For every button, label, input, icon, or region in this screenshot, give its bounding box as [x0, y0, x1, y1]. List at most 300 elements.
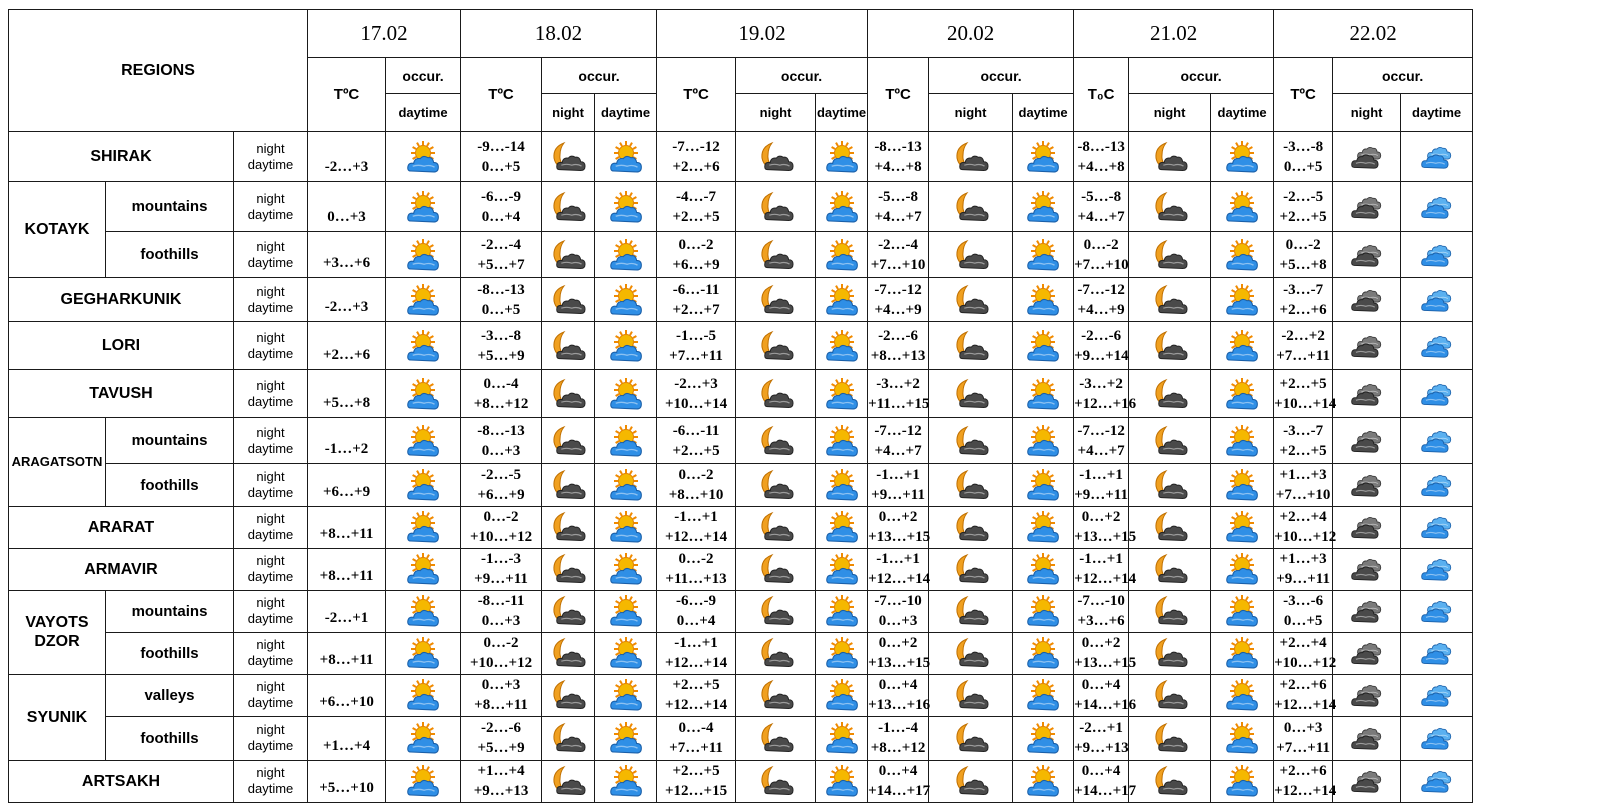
- night-temperature: -8…-13: [477, 281, 525, 298]
- temperature-cell: [1074, 370, 1137, 418]
- dark-clouds-icon: [1349, 553, 1385, 585]
- temperature-cell: +5…+10: [308, 760, 386, 802]
- weather-icon-cell: [1129, 632, 1211, 674]
- day-temperature: +13…+15: [868, 529, 931, 546]
- temperature-cell: [1074, 548, 1137, 590]
- weather-icon-cell: [929, 182, 1013, 232]
- subregion-name: foothills: [106, 632, 234, 674]
- night-daytime-label: [234, 506, 308, 548]
- weather-icon-cell: [929, 548, 1013, 590]
- day-temperature: +12…+14: [664, 529, 728, 546]
- day-temperature: +4…+7: [874, 208, 922, 225]
- night-temperature: -3…+2: [876, 375, 920, 392]
- night-label: night: [256, 765, 285, 781]
- subregion-name: mountains: [106, 418, 234, 464]
- table-row: [9, 322, 1599, 370]
- sun-behind-cloud-icon: [1025, 425, 1061, 457]
- day-temperature: +9…+11: [871, 487, 925, 503]
- temperature-cell: [868, 418, 929, 464]
- night-label: night: [256, 140, 285, 156]
- night-temperature: -6…-9: [676, 593, 717, 610]
- temperature-cell: +2…+6: [308, 322, 386, 370]
- temperature-cell: [1074, 716, 1129, 760]
- temperature-cell: [461, 464, 542, 506]
- day-temperature: 0…+5: [1283, 613, 1323, 630]
- day-temperature: +7…+11: [1276, 347, 1330, 364]
- weather-icon-cell: [736, 590, 816, 632]
- temperature-cell: [868, 632, 929, 674]
- dark-clouds-icon: [1349, 141, 1385, 173]
- temperature-cell: [868, 674, 929, 716]
- moon-behind-cloud-icon: [758, 722, 794, 754]
- night-temperature: +1…+3: [1279, 467, 1327, 483]
- night-daytime-label: [234, 716, 308, 760]
- weather-icon-cell: [1211, 370, 1274, 418]
- moon-behind-cloud-icon: [550, 469, 586, 501]
- daytime-label: daytime: [247, 206, 294, 222]
- temperature-cell: [461, 674, 542, 716]
- temperature-cell: [1074, 132, 1129, 182]
- temperature-cell: [461, 632, 542, 674]
- night-temperature: -2…-6: [481, 720, 522, 737]
- blue-clouds-icon: [1419, 765, 1455, 797]
- night-daytime-label: [234, 132, 308, 182]
- moon-behind-cloud-icon: [953, 141, 989, 173]
- day-temperature: +13…+16: [868, 697, 931, 714]
- temperature-cell: [868, 506, 929, 548]
- day-temperature: +5…+7: [477, 256, 525, 273]
- weather-icon-cell: [736, 278, 816, 322]
- moon-behind-cloud-icon: [953, 637, 989, 669]
- temperature-cell: [657, 418, 736, 464]
- sun-behind-cloud-icon: [1025, 141, 1061, 173]
- temperature-cell: [657, 590, 736, 632]
- weather-icon-cell: [1129, 322, 1211, 370]
- night-label: night: [256, 722, 285, 738]
- date-header: 20.02: [868, 10, 1074, 58]
- moon-behind-cloud-icon: [1152, 469, 1188, 501]
- temperature-cell: [657, 132, 736, 182]
- weather-icon-cell: [1129, 590, 1211, 632]
- weather-icon-cell: [816, 674, 868, 716]
- day-temperature: +11…+15: [868, 395, 930, 412]
- subregion-name: mountains: [106, 590, 234, 632]
- blue-clouds-icon: [1419, 679, 1455, 711]
- weather-icon-cell: [542, 232, 595, 278]
- night-temperature: -3…-6: [1283, 593, 1324, 610]
- sun-behind-cloud-icon: [1224, 284, 1260, 316]
- night-temperature: 0…+4: [878, 763, 918, 780]
- blue-clouds-icon: [1419, 330, 1455, 362]
- daytime-header: daytime: [1401, 94, 1473, 132]
- occurrence-header: occur.: [542, 58, 657, 94]
- weather-icon-cell: [386, 370, 461, 418]
- temperature-cell: [1074, 506, 1137, 548]
- night-temperature: 0…+3: [481, 677, 521, 694]
- table-row: [9, 132, 1599, 182]
- sun-behind-cloud-icon: [1025, 511, 1061, 543]
- temperature-cell: [1274, 632, 1337, 674]
- weather-icon-cell: [816, 760, 868, 802]
- day-temperature: +13…+15: [1074, 655, 1137, 672]
- weather-icon-cell: [1211, 232, 1274, 278]
- weather-icon-cell: [1401, 278, 1473, 322]
- day-temperature: +13…+15: [1074, 529, 1137, 546]
- daytime-header: daytime: [1013, 94, 1074, 132]
- blue-clouds-icon: [1419, 595, 1455, 627]
- weather-icon-cell: [595, 632, 657, 674]
- region-name: GEGHARKUNIK: [9, 278, 234, 322]
- night-label: night: [256, 329, 285, 345]
- night-temperature: -7…-12: [1077, 281, 1125, 298]
- weather-icon-cell: [816, 418, 868, 464]
- weather-icon-cell: [386, 716, 461, 760]
- moon-behind-cloud-icon: [758, 284, 794, 316]
- day-temperature: +9…+13: [473, 783, 529, 800]
- night-temperature: 0…+2: [878, 635, 918, 652]
- moon-behind-cloud-icon: [550, 595, 586, 627]
- weather-icon-cell: [1211, 716, 1274, 760]
- night-temperature: -5…-8: [1081, 188, 1122, 205]
- weather-icon-cell: [1013, 760, 1074, 802]
- daytime-label: daytime: [247, 393, 294, 409]
- day-temperature: +9…+14: [1074, 347, 1129, 364]
- daytime-label: daytime: [247, 611, 294, 627]
- weather-icon-cell: [1333, 322, 1401, 370]
- sun-behind-cloud-icon: [405, 722, 441, 754]
- moon-behind-cloud-icon: [1152, 765, 1188, 797]
- moon-behind-cloud-icon: [758, 191, 794, 223]
- sun-behind-cloud-icon: [1224, 425, 1260, 457]
- daytime-label: daytime: [247, 781, 294, 797]
- table-row: [9, 182, 1599, 232]
- night-label: night: [256, 511, 285, 527]
- night-temperature: -2…-4: [878, 236, 919, 253]
- blue-clouds-icon: [1419, 553, 1455, 585]
- day-temperature: 0…+4: [481, 208, 521, 225]
- moon-behind-cloud-icon: [1152, 595, 1188, 627]
- temperature-cell: [1074, 322, 1129, 370]
- dark-clouds-icon: [1349, 511, 1385, 543]
- day-temperature: 0…+3: [481, 442, 521, 459]
- temperature-cell: -1…+2: [308, 418, 386, 464]
- sun-behind-cloud-icon: [1025, 595, 1061, 627]
- weather-icon-cell: [542, 322, 595, 370]
- weather-icon-cell: [929, 674, 1013, 716]
- night-temperature: -1…-5: [676, 327, 717, 344]
- sun-behind-cloud-icon: [1025, 765, 1061, 797]
- night-temperature: +1…+3: [1279, 551, 1327, 568]
- weather-icon-cell: [1013, 232, 1074, 278]
- night-temperature: 0…+2: [1081, 635, 1121, 652]
- dark-clouds-icon: [1349, 330, 1385, 362]
- moon-behind-cloud-icon: [1152, 330, 1188, 362]
- weather-icon-cell: [595, 716, 657, 760]
- weather-icon-cell: [736, 674, 816, 716]
- temperature-cell: +5…+8: [308, 370, 386, 418]
- weather-icon-cell: [1401, 182, 1473, 232]
- weather-icon-cell: [736, 760, 816, 802]
- dark-clouds-icon: [1349, 595, 1385, 627]
- night-daytime-label: [234, 182, 308, 232]
- table-row: [9, 232, 1599, 278]
- weather-icon-cell: [1129, 418, 1211, 464]
- weather-icon-cell: [1013, 322, 1074, 370]
- date-header: 18.02: [461, 10, 657, 58]
- weather-icon-cell: [816, 370, 868, 418]
- night-label: night: [256, 469, 285, 484]
- moon-behind-cloud-icon: [550, 191, 586, 223]
- weather-icon-cell: [1211, 132, 1274, 182]
- moon-behind-cloud-icon: [1152, 425, 1188, 457]
- temperature-cell: [1274, 370, 1337, 418]
- temperature-cell: [657, 182, 736, 232]
- weather-icon-cell: [929, 418, 1013, 464]
- day-temperature: 0…+3: [878, 613, 918, 630]
- night-temperature: 0…+2: [878, 509, 918, 526]
- moon-behind-cloud-icon: [550, 378, 586, 410]
- weather-icon-cell: [542, 370, 595, 418]
- weather-icon-cell: [386, 418, 461, 464]
- table-row: [9, 418, 1599, 464]
- day-temperature: +12…+16: [1074, 395, 1137, 412]
- sun-behind-cloud-icon: [824, 469, 860, 501]
- night-temperature: -1…+1: [674, 635, 718, 652]
- temperature-cell: [1274, 590, 1333, 632]
- sun-behind-cloud-icon: [608, 637, 644, 669]
- weather-icon-cell: [1211, 760, 1274, 802]
- day-temperature: +4…+9: [1077, 301, 1125, 318]
- weather-icon-cell: [1013, 370, 1074, 418]
- night-temperature: -3…-7: [1283, 422, 1324, 439]
- day-temperature: +7…+10: [1275, 487, 1331, 503]
- night-temperature: 0…+3: [1283, 720, 1323, 737]
- weather-icon-cell: [929, 322, 1013, 370]
- weather-icon-cell: [1333, 278, 1401, 322]
- blue-clouds-icon: [1419, 239, 1455, 271]
- weather-icon-cell: [929, 506, 1013, 548]
- weather-icon-cell: [386, 232, 461, 278]
- weather-icon-cell: [386, 182, 461, 232]
- night-temperature: 0…-2: [678, 467, 714, 483]
- weather-icon-cell: [595, 548, 657, 590]
- weather-icon-cell: [595, 418, 657, 464]
- blue-clouds-icon: [1419, 141, 1455, 173]
- moon-behind-cloud-icon: [550, 722, 586, 754]
- sun-behind-cloud-icon: [405, 330, 441, 362]
- weather-icon-cell: [1129, 232, 1211, 278]
- weather-icon-cell: [1211, 548, 1274, 590]
- table-row: [9, 674, 1599, 716]
- table-row: [9, 278, 1599, 322]
- sun-behind-cloud-icon: [824, 553, 860, 585]
- night-temperature: -1…+1: [1079, 551, 1123, 568]
- night-temperature: -8…-11: [477, 593, 525, 610]
- weather-icon-cell: [595, 232, 657, 278]
- weather-icon-cell: [736, 418, 816, 464]
- day-temperature: +4…+9: [874, 301, 922, 318]
- weather-icon-cell: [1013, 464, 1074, 506]
- moon-behind-cloud-icon: [953, 595, 989, 627]
- weather-icon-cell: [1211, 464, 1274, 506]
- night-temperature: -2…-5: [481, 467, 522, 483]
- day-temperature: +9…+11: [1074, 487, 1128, 503]
- day-temperature: +2…+5: [1279, 442, 1327, 459]
- blue-clouds-icon: [1419, 425, 1455, 457]
- sun-behind-cloud-icon: [608, 284, 644, 316]
- weather-icon-cell: [1333, 716, 1401, 760]
- weather-icon-cell: [736, 632, 816, 674]
- daytime-label: daytime: [247, 527, 294, 543]
- temperature-cell: [657, 632, 736, 674]
- night-daytime-label: [234, 760, 308, 802]
- weather-icon-cell: [816, 232, 868, 278]
- sun-behind-cloud-icon: [1025, 553, 1061, 585]
- dark-clouds-icon: [1349, 637, 1385, 669]
- weather-icon-cell: [1129, 548, 1211, 590]
- weather-icon-cell: [386, 674, 461, 716]
- weather-icon-cell: [1401, 548, 1473, 590]
- weather-icon-cell: [736, 370, 816, 418]
- moon-behind-cloud-icon: [550, 284, 586, 316]
- weather-icon-cell: [542, 674, 595, 716]
- day-temperature: +7…+11: [1276, 740, 1330, 757]
- weather-icon-cell: [386, 464, 461, 506]
- weather-icon-cell: [1013, 548, 1074, 590]
- daytime-label: daytime: [247, 653, 294, 669]
- sun-behind-cloud-icon: [1025, 330, 1061, 362]
- night-label: night: [256, 238, 285, 254]
- night-daytime-label: [234, 590, 308, 632]
- dark-clouds-icon: [1349, 469, 1385, 501]
- temperature-cell: [1274, 716, 1333, 760]
- table-row: [9, 548, 1599, 590]
- weather-icon-cell: [816, 182, 868, 232]
- sun-behind-cloud-icon: [405, 239, 441, 271]
- sun-behind-cloud-icon: [1025, 284, 1061, 316]
- moon-behind-cloud-icon: [1152, 637, 1188, 669]
- weather-icon-cell: [595, 278, 657, 322]
- moon-behind-cloud-icon: [953, 191, 989, 223]
- sun-behind-cloud-icon: [405, 511, 441, 543]
- day-temperature: +12…+14: [1274, 697, 1337, 714]
- sun-behind-cloud-icon: [405, 679, 441, 711]
- weather-icon-cell: [542, 132, 595, 182]
- weather-icon-cell: [1401, 370, 1473, 418]
- temperature-cell: [657, 506, 736, 548]
- weather-icon-cell: [1333, 418, 1401, 464]
- weather-icon-cell: [929, 760, 1013, 802]
- sun-behind-cloud-icon: [608, 191, 644, 223]
- night-temperature: -1…+1: [876, 467, 920, 483]
- weather-icon-cell: [386, 632, 461, 674]
- day-temperature: +2…+5: [672, 442, 720, 459]
- night-temperature: 0…+2: [1081, 509, 1121, 526]
- sun-behind-cloud-icon: [405, 284, 441, 316]
- day-temperature: +10…+14: [664, 395, 728, 412]
- night-temperature: -3…-8: [1283, 138, 1324, 155]
- weather-icon-cell: [386, 590, 461, 632]
- weather-icon-cell: [542, 548, 595, 590]
- sun-behind-cloud-icon: [608, 378, 644, 410]
- dark-clouds-icon: [1349, 284, 1385, 316]
- temperature-cell: [868, 590, 929, 632]
- weather-icon-cell: [1013, 590, 1074, 632]
- region-name: ARAGATSOTN: [9, 418, 106, 506]
- weather-icon-cell: [1129, 506, 1211, 548]
- sun-behind-cloud-icon: [608, 511, 644, 543]
- temperature-cell: [868, 464, 929, 506]
- weather-icon-cell: [1013, 132, 1074, 182]
- night-temperature: -4…-7: [676, 188, 717, 205]
- night-temperature: -1…-3: [481, 551, 522, 568]
- day-temperature: 0…+5: [1283, 158, 1323, 175]
- weather-icon-cell: [595, 590, 657, 632]
- night-temperature: -7…-12: [1077, 422, 1125, 439]
- sun-behind-cloud-icon: [608, 425, 644, 457]
- night-header: night: [1333, 94, 1401, 132]
- temperature-cell: [1274, 548, 1333, 590]
- day-temperature: +9…+11: [474, 571, 528, 588]
- night-temperature: -7…-12: [874, 281, 922, 298]
- temp-unit-header: TºC: [868, 58, 929, 132]
- moon-behind-cloud-icon: [953, 469, 989, 501]
- temp-unit-header: TºC: [1274, 58, 1333, 132]
- weather-icon-cell: [1401, 232, 1473, 278]
- weather-icon-cell: [1129, 674, 1211, 716]
- sun-behind-cloud-icon: [1224, 191, 1260, 223]
- weather-icon-cell: [1013, 674, 1074, 716]
- night-temperature: -9…-14: [477, 138, 525, 155]
- daytime-label: daytime: [247, 254, 294, 270]
- daytime-header: daytime: [816, 94, 868, 132]
- night-temperature: +2…+5: [672, 763, 720, 780]
- weather-icon-cell: [1401, 632, 1473, 674]
- night-header: night: [736, 94, 816, 132]
- blue-clouds-icon: [1419, 511, 1455, 543]
- weather-icon-cell: [736, 132, 816, 182]
- date-header: 19.02: [657, 10, 868, 58]
- moon-behind-cloud-icon: [1152, 284, 1188, 316]
- weather-icon-cell: [1401, 760, 1473, 802]
- subregion-name: foothills: [106, 464, 234, 506]
- date-header: 21.02: [1074, 10, 1274, 58]
- night-temperature: -3…-8: [481, 327, 522, 344]
- sun-behind-cloud-icon: [824, 722, 860, 754]
- weather-icon-cell: [1333, 132, 1401, 182]
- night-header: night: [542, 94, 595, 132]
- temp-unit-header: T₀C: [1074, 58, 1129, 132]
- day-temperature: +14…+16: [1074, 697, 1137, 714]
- temperature-cell: [1274, 418, 1333, 464]
- moon-behind-cloud-icon: [758, 378, 794, 410]
- moon-behind-cloud-icon: [550, 553, 586, 585]
- temperature-cell: [1274, 760, 1337, 802]
- moon-behind-cloud-icon: [1152, 679, 1188, 711]
- temperature-cell: [868, 716, 929, 760]
- sun-behind-cloud-icon: [405, 553, 441, 585]
- sun-behind-cloud-icon: [405, 378, 441, 410]
- night-daytime-label: [234, 418, 308, 464]
- night-temperature: -7…-10: [1077, 593, 1125, 610]
- weather-icon-cell: [1129, 278, 1211, 322]
- temperature-cell: [461, 370, 542, 418]
- regions-header: REGIONS: [9, 10, 308, 132]
- subregion-name: mountains: [106, 182, 234, 232]
- night-temperature: -3…+2: [1079, 375, 1123, 392]
- temperature-cell: [657, 548, 736, 590]
- night-daytime-label: [234, 370, 308, 418]
